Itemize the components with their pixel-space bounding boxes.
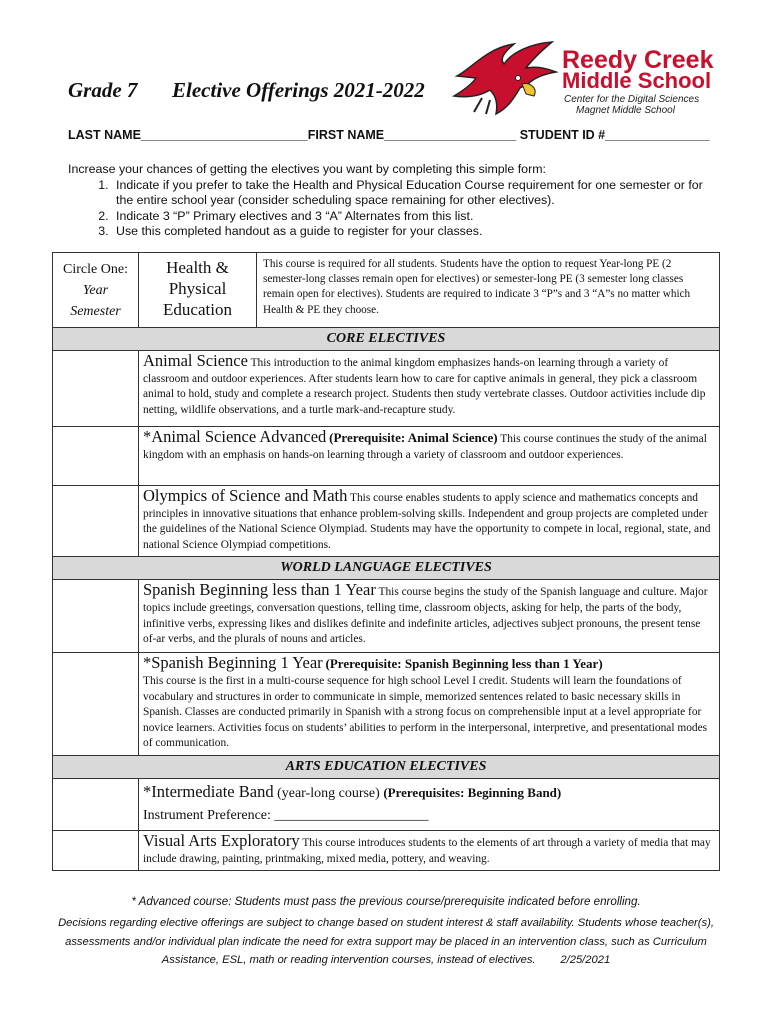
instructions bbox=[68, 162, 718, 240]
course-row bbox=[53, 653, 720, 756]
course-row bbox=[53, 351, 720, 427]
grade-label: Grade 7 bbox=[68, 78, 138, 102]
student-fields-line[interactable]: LAST NAME________________________FIRST NAME___________________ STUDENT ID #_______________ bbox=[68, 128, 710, 142]
course-row bbox=[53, 427, 720, 486]
logo-line1: Reedy Creek bbox=[562, 46, 714, 74]
course-name: *Animal Science Advanced bbox=[143, 427, 327, 446]
course-row bbox=[53, 486, 720, 557]
course-cell bbox=[139, 486, 720, 557]
course-cell bbox=[139, 778, 720, 830]
hpe-name-line: Physical bbox=[168, 279, 227, 298]
course-cell bbox=[139, 653, 720, 756]
course-row bbox=[53, 778, 720, 830]
priority-box[interactable] bbox=[53, 830, 139, 870]
course-name: Spanish Beginning less than 1 Year bbox=[143, 580, 376, 600]
course-prerequisite: (Prerequisite: Spanish Beginning less than 1 Year) bbox=[325, 656, 603, 672]
course-prerequisite: (Prerequisites: Beginning Band) bbox=[383, 784, 562, 800]
hpe-choice-cell[interactable] bbox=[53, 253, 139, 328]
course-row bbox=[53, 580, 720, 653]
course-row bbox=[53, 830, 720, 870]
hpe-name-line: Health & bbox=[166, 258, 229, 277]
hpe-description: This course is required for all students. Students have the option to request Year-long PE (2 semester-long classes remain open for electives) or semester-long PE (3 semester long classes remain open for electives). Students are required to indicate 3 “P”s and 3 “A”s no matter which Health & PE they choose. bbox=[257, 253, 720, 328]
course-name: *Spanish Beginning 1 Year bbox=[143, 653, 323, 673]
page-title: Elective Offerings 2021-2022 bbox=[172, 78, 425, 102]
instruction-step: 1. Indicate if you prefer to take the Health and Physical Education Course requirement for one semester or for the entire school year (consider scheduling space remaining for other electives). bbox=[112, 178, 718, 209]
course-name: Animal Science bbox=[143, 351, 248, 370]
instrument-preference-field[interactable]: Instrument Preference: ______________________ bbox=[143, 807, 429, 823]
course-cell bbox=[139, 580, 720, 653]
year-option[interactable]: Year bbox=[82, 283, 109, 298]
school-logo bbox=[452, 38, 722, 118]
instructions-lead: Increase your chances of getting the electives you want by completing this simple form: bbox=[68, 162, 546, 176]
priority-box[interactable] bbox=[53, 427, 139, 486]
course-prerequisite: (Prerequisite: Animal Science) bbox=[329, 430, 498, 445]
hpe-name-cell bbox=[139, 253, 257, 328]
instruction-step: 2. Indicate 3 “P” Primary electives and 3 “A” Alternates from this list. bbox=[112, 209, 718, 225]
course-cell bbox=[139, 830, 720, 870]
disclaimer bbox=[52, 914, 720, 970]
course-name: Olympics of Science and Math bbox=[143, 486, 348, 505]
priority-box[interactable] bbox=[53, 351, 139, 427]
logo-line3: Center for the Digital Sciences bbox=[564, 94, 700, 105]
course-description: This course continues the study of the animal kingdom with an emphasis on hands-on learning through a variety of classroom and outdoor experiences. bbox=[143, 433, 707, 461]
priority-box[interactable] bbox=[53, 486, 139, 557]
electives-table bbox=[52, 252, 720, 871]
course-cell bbox=[139, 351, 720, 427]
course-description: This course introduces students to the elements of art through a variety of media that may include drawing, painting, printmaking, mixed media, pottery, and weaving. bbox=[143, 836, 711, 865]
semester-option[interactable]: Semester bbox=[70, 304, 121, 319]
instruction-step: 3. Use this completed handout as a guide to register for your classes. bbox=[112, 224, 718, 240]
course-name: *Intermediate Band bbox=[143, 781, 274, 801]
logo-line2: Middle School bbox=[562, 68, 712, 93]
course-note: (year-long course) bbox=[277, 785, 380, 801]
priority-box[interactable] bbox=[53, 580, 139, 653]
course-description: This introduction to the animal kingdom emphasizes hands-on learning through a variety of classroom and outdoor experiences. After students learn how to care for captive animals in general, they pick a classroom animal to hold, study and complete a research project. Students then study vertebrate classes. Outdoor activities include dip netting, wildlife observations, and a turtle mark-and-recapture study. bbox=[143, 357, 706, 416]
instructions-steps bbox=[68, 178, 718, 240]
document-date: 2/25/2021 bbox=[560, 954, 611, 966]
advanced-course-note: * Advanced course: Students must pass the previous course/prerequisite indicated before enrolling. bbox=[131, 895, 641, 908]
priority-box[interactable] bbox=[53, 778, 139, 830]
section-core: CORE ELECTIVES bbox=[53, 328, 720, 351]
circle-one-label: Circle One: bbox=[63, 262, 128, 277]
disclaimer-text: Decisions regarding elective offerings are subject to change based on student interest & staff availability. Students whose teacher(s), assessments and/or individual plan indicate the need for extra support may be placed in an intervention class, such as Curriculum Assistance, ESL, math or reading intervention courses, instead of electives. bbox=[58, 917, 714, 966]
section-world-language: WORLD LANGUAGE ELECTIVES bbox=[53, 557, 720, 580]
course-description: This course enables students to apply science and mathematics concepts and principles in innovative situations that enhance problem-solving skills. Independent and group projects are completed under the guidelines of the National Science Olympiad. Students may have the opportunity to compete in local, regional, state, and national Science Olympiad competitions. bbox=[143, 492, 711, 551]
hpe-name-line: Education bbox=[163, 300, 232, 319]
cardinal-mascot-icon bbox=[452, 38, 564, 118]
course-description: This course is the first in a multi-course sequence for high school Level I credit. Students will learn the foundations of vocabulary and structures in order to communicate in simple, memorized sentences related to basic necessary skills in Spanish. Classes are conducted primarily in Spanish with a strong focus on comprehensible input at a level appropriate for novice learners. Activities focus on students’ abilities to perform in the interpersonal, interpretive, and presentational modes of communication. bbox=[143, 674, 708, 750]
course-description: This course begins the study of the Spanish language and culture. Major topics include greetings, conversation questions, telling time, classroom objects, asking for help, the parts of the body, infinitive verbs, expressing likes and dislikes definite and indefinite articles, adjectives subject pronouns, the present tense of-ar verbs, and the plurals of nouns and articles. bbox=[143, 586, 708, 646]
course-name: Visual Arts Exploratory bbox=[143, 830, 300, 850]
section-arts-education: ARTS EDUCATION ELECTIVES bbox=[53, 755, 720, 778]
logo-line4: Magnet Middle School bbox=[576, 105, 675, 116]
priority-box[interactable] bbox=[53, 653, 139, 756]
hpe-row bbox=[53, 253, 720, 328]
course-cell bbox=[139, 427, 720, 486]
